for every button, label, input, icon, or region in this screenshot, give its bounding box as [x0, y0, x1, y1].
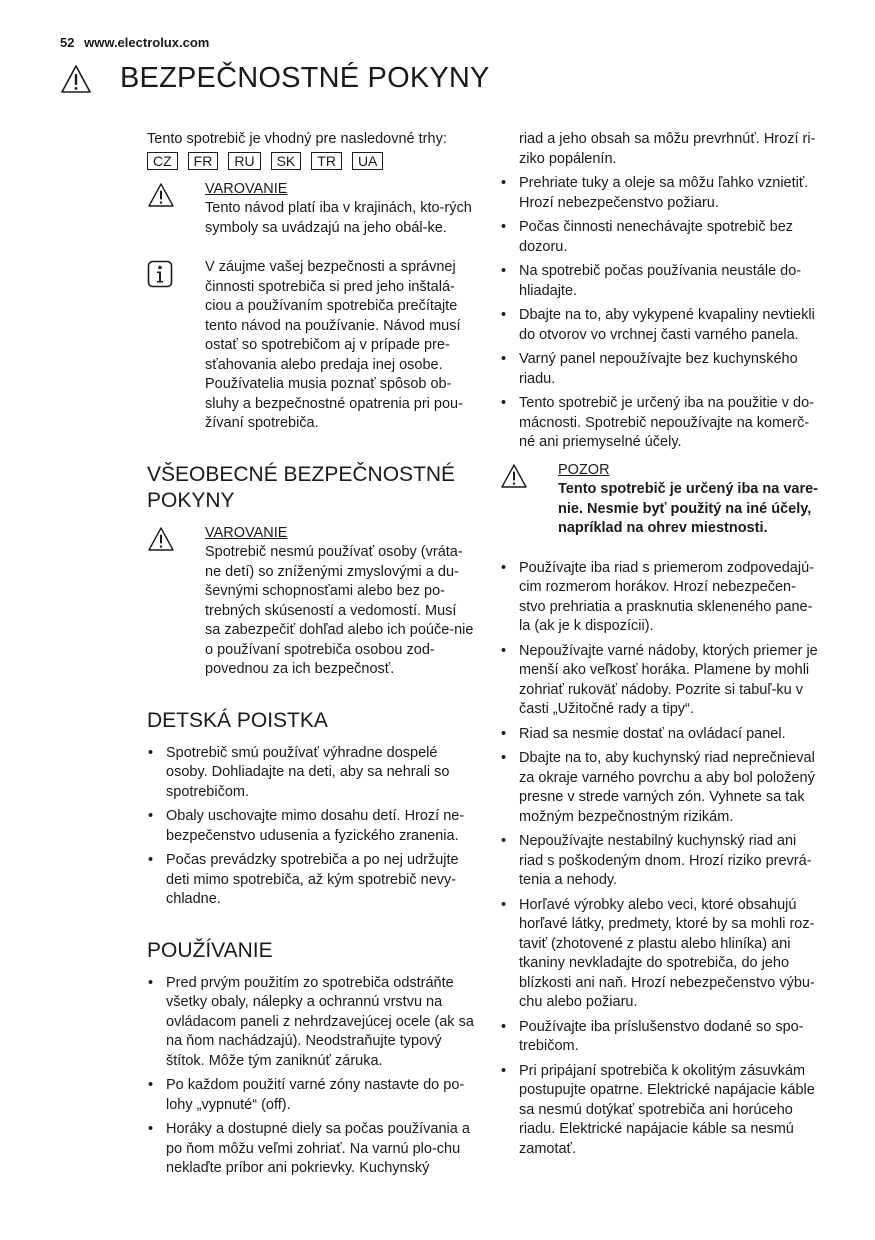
list-item: • Počas činnosti nenechávajte spotrebič bez dozoru.	[500, 218, 820, 257]
list-item: • Pred prvým použitím zo spotrebiča odstráňte všetky obaly, nálepky a ochrannú vrstvu na ovládacom paneli z nehrdzavejúcej ocele (ak sa na ňom nachádzajú). Neodstraňujte typový štítok. Môže tým zaniknúť záruka.	[147, 974, 475, 1072]
warning-icon	[147, 182, 175, 208]
warning-note-general	[147, 524, 475, 680]
country-code: TR	[311, 152, 342, 170]
country-code: FR	[188, 152, 219, 170]
list-item: • Dbajte na to, aby kuchynský riad neprečnieval za okraje varného povrchu a aby bol položený presne v strede varných zón. Vyhnete sa tak možným bezpečnostným rizikám.	[500, 749, 820, 827]
list-item: • Používajte iba riad s priemerom zodpovedajú-cim rozmerom horákov. Hrozí nebezpečen-stvo prehriatia a prasknutia skleneného pane-la (ak je k dispozícii).	[500, 559, 820, 637]
warning-icon	[500, 463, 528, 489]
warning-label: VAROVANIE	[205, 524, 288, 541]
website-url: www.electrolux.com	[84, 35, 210, 50]
country-codes	[147, 152, 475, 170]
section-heading-child: DETSKÁ POISTKA	[147, 708, 328, 732]
list-item: • Spotrebič smú používať výhradne dospelé osoby. Dohliadajte na deti, aby sa nehrali so spotrebičom.	[147, 744, 475, 803]
usage-list-right-b	[500, 559, 820, 1160]
list-item: • Riad sa nesmie dostať na ovládací panel.	[500, 725, 820, 745]
country-code: SK	[271, 152, 302, 170]
child-safety-list	[147, 744, 475, 910]
warning-icon	[147, 526, 175, 552]
info-icon	[147, 260, 173, 288]
info-note	[147, 258, 475, 434]
list-item: • Prehriate tuky a oleje sa môžu ľahko vznietiť. Hrozí nebezpečenstvo požiaru.	[500, 174, 820, 213]
caution-note	[500, 461, 820, 539]
continued-text: riad a jeho obsah sa môžu prevrhnúť. Hrozí ri-ziko popálenín.	[519, 131, 816, 167]
list-item: • Nepoužívajte varné nádoby, ktorých priemer je menší ako veľkosť horáka. Plamene by mohli zohriať rukoväť nádoby. Pozrite si tabuľ-ku v časti „Užitočné rady a tipy“.	[500, 642, 820, 720]
page-header	[60, 35, 209, 50]
warning-text: Spotrebič nesmú používať osoby (vráta-ne detí) so zníženými zmyslovými a du-ševnými schopnosťami alebo bez po-trebných skúseností a vedomostí. Musí sa zabezpečiť dohľad alebo ich poúče-nie o používaní spotrebiča osobou zod-povednou za ich bezpečnosť.	[205, 544, 474, 677]
list-item: • Používajte iba príslušenstvo dodané so spo-trebičom.	[500, 1018, 820, 1057]
caution-text: Tento spotrebič je určený iba na vare-nie. Nesmie byť použitý na iné účely, napríklad na ohrev miestnosti.	[558, 481, 819, 536]
page-number: 52	[60, 35, 75, 50]
list-item: • Tento spotrebič je určený iba na použitie v do-mácnosti. Spotrebič nepoužívajte na komerč-né ani priemyselné účely.	[500, 394, 820, 453]
list-item: • Obaly uschovajte mimo dosahu detí. Hrozí ne-bezpečenstvo udusenia a fyzického zranenia.	[147, 807, 475, 846]
caution-label: POZOR	[558, 461, 610, 478]
country-code: RU	[228, 152, 260, 170]
country-code: UA	[352, 152, 383, 170]
list-item: • Počas prevádzky spotrebiča a po nej udržujte deti mimo spotrebiča, až kým spotrebič nevy-chladne.	[147, 851, 475, 910]
list-item: • Dbajte na to, aby vykypené kvapaliny nevtiekli do otvorov vo vrchnej časti varného panela.	[500, 306, 820, 345]
list-item: • Horáky a dostupné diely sa počas používania a po ňom môžu veľmi zohriať. Na varnú plo-chu neklaďte príbor ani pokrievky. Kuchynský	[147, 1120, 475, 1179]
list-item: • Varný panel nepoužívajte bez kuchynského riadu.	[500, 350, 820, 389]
usage-list-left	[147, 974, 475, 1179]
page-title: BEZPEČNOSTNÉ POKYNY	[120, 62, 490, 94]
list-item: • Nepoužívajte nestabilný kuchynský riad ani riad s poškodeným dnom. Hrozí riziko prevrá-tenia a nehody.	[500, 832, 820, 891]
info-text: V záujme vašej bezpečnosti a správnej činnosti spotrebiča si pred jeho inštalá-ciou a používaním spotrebiča prečítajte tento návod na používanie. Návod musí ostať so spotrebičom aj v prípade pre-sťahovania alebo predaja inej osobe. Používatelia musia poznať spôsob ob-sluhy a bezpečnostné opatrenia pri pou-žívaní spotrebiča.	[205, 259, 463, 431]
list-item: • Po každom použití varné zóny nastavte do po-lohy „vypnuté“ (off).	[147, 1076, 475, 1115]
list-item: • Na spotrebič počas používania neustále do-hliadajte.	[500, 262, 820, 301]
list-item: • Horľavé výrobky alebo veci, ktoré obsahujú horľavé látky, predmety, ktoré by sa mohli roz-taviť (zhotovené z plastu alebo hliníka) ani tkaniny nevkladajte do spotrebiča, do jeho blízkosti ani naň. Hrozí nebezpečenstvo výbu-chu alebo požiaru.	[500, 896, 820, 1013]
warning-text: Tento návod platí iba v krajinách, kto-rých symboly sa uvádzajú na jeho obál-ke.	[205, 200, 472, 236]
section-heading-usage: POUŽÍVANIE	[147, 938, 273, 962]
markets-intro: Tento spotrebič je vhodný pre nasledovné trhy:	[147, 131, 447, 147]
country-code: CZ	[147, 152, 178, 170]
list-item: • Pri pripájaní spotrebiča k okolitým zásuvkám postupujte opatrne. Elektrické napájacie káble sa nesmú dotýkať spotrebiča ani horúceho riadu. Elektrické napájacie káble sa nesmú zamotať.	[500, 1062, 820, 1160]
left-column	[147, 130, 475, 1184]
right-column	[500, 130, 820, 1164]
section-heading-general: VŠEOBECNÉ BEZPEČNOSTNÉ POKYNY	[147, 462, 456, 512]
warning-icon	[60, 64, 92, 94]
warning-note-markets	[147, 180, 475, 239]
warning-label: VAROVANIE	[205, 180, 288, 197]
page-title-block	[60, 62, 490, 95]
usage-list-right-a	[500, 174, 820, 453]
